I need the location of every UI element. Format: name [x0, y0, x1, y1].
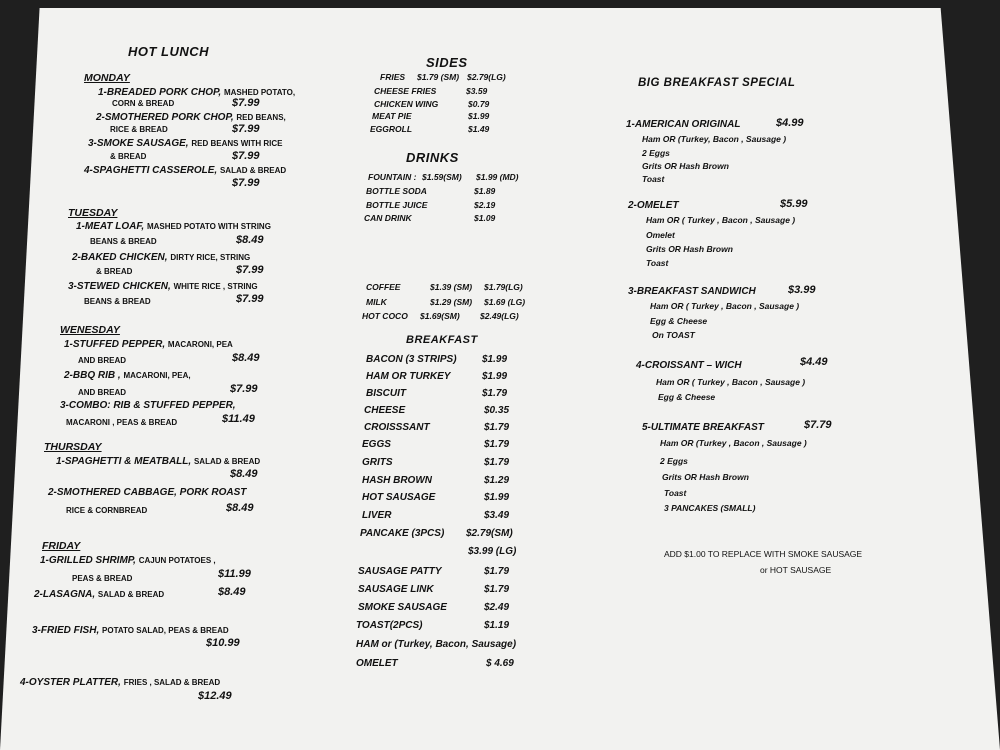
monday-item-2: 2-SMOTHERED PORK CHOP, RED BEANS,: [96, 112, 286, 123]
thursday-item-2-desc: RICE & CORNBREAD: [66, 506, 148, 515]
breakfast-item-8-price: $1.29: [484, 475, 510, 486]
sides-item-5-price: $1.49: [468, 124, 490, 134]
tuesday-item-1-desc: BEANS & BREAD: [90, 237, 157, 246]
friday-item-1-price: $11.99: [218, 568, 251, 580]
monday-item-4-price: $7.99: [232, 177, 260, 189]
hot-drink-2: MILK: [366, 297, 387, 307]
friday-item-1-desc: PEAS & BREAD: [72, 574, 133, 583]
special-item-4-line-2: Egg & Cheese: [658, 392, 716, 402]
special-item-3-line-2: Egg & Cheese: [650, 316, 708, 326]
special-item-3-price: $3.99: [788, 284, 816, 296]
breakfast-item-2: HAM OR TURKEY: [366, 371, 451, 382]
special-note-2: or HOT SAUSAGE: [760, 565, 832, 575]
special-item-3-line-3: On TOAST: [652, 330, 695, 340]
monday-item-3-price: $7.99: [232, 150, 260, 162]
sides-item-1-price: $1.79 (SM): [417, 72, 460, 82]
breakfast-item-14-price: $2.49: [484, 602, 510, 613]
sides-item-5: EGGROLL: [370, 124, 413, 134]
breakfast-item-16: HAM or (Turkey, Bacon, Sausage): [356, 639, 517, 650]
special-item-2-price: $5.99: [780, 198, 808, 210]
wednesday-item-1-price: $8.49: [232, 352, 260, 364]
sides-item-1: FRIES: [380, 72, 406, 82]
friday-item-1: 1-GRILLED SHRIMP, CAJUN POTATOES ,: [40, 555, 216, 566]
drinks-item-1-price-md: $1.99 (MD): [476, 172, 519, 182]
breakfast-item-6-price: $1.79: [484, 439, 510, 450]
breakfast-title: BREAKFAST: [406, 334, 478, 346]
monday-item-2-price: $7.99: [232, 123, 260, 135]
drinks-item-3: BOTTLE JUICE: [366, 200, 428, 210]
breakfast-item-13-price: $1.79: [484, 584, 510, 595]
hot-drink-1: COFFEE: [366, 282, 401, 292]
day-thursday: THURSDAY: [44, 441, 102, 453]
wednesday-item-3-price: $11.49: [222, 413, 255, 425]
friday-item-4-price: $12.49: [198, 690, 232, 702]
drinks-item-1-price: $1.59(SM): [422, 172, 462, 182]
breakfast-item-12-price: $1.79: [484, 566, 510, 577]
breakfast-item-9: HOT SAUSAGE: [362, 492, 436, 503]
breakfast-item-10: LIVER: [362, 510, 392, 521]
breakfast-item-4-price: $0.35: [484, 405, 510, 416]
sides-item-1-price-lg: $2.79(LG): [467, 72, 506, 82]
wednesday-item-2-desc: AND BREAD: [78, 388, 126, 397]
friday-item-2-price: $8.49: [218, 586, 246, 598]
breakfast-item-15: TOAST(2PCS): [356, 620, 423, 631]
breakfast-item-10-price: $3.49: [484, 510, 510, 521]
wednesday-item-1: 1-STUFFED PEPPER, MACARONI, PEA: [64, 339, 233, 350]
drinks-item-2: BOTTLE SODA: [366, 186, 427, 196]
friday-item-2: 2-LASAGNA, SALAD & BREAD: [34, 589, 165, 600]
special-item-2: 2-OMELET: [628, 200, 679, 211]
monday-item-1: 1-BREADED PORK CHOP, MASHED POTATO,: [98, 87, 296, 98]
special-item-3-line-1: Ham OR ( Turkey , Bacon , Sausage ): [650, 301, 800, 311]
wednesday-item-2: 2-BBQ RIB , MACARONI, PEA,: [64, 370, 191, 381]
hot-drink-3: HOT COCO: [362, 311, 408, 321]
day-friday: FRIDAY: [42, 540, 81, 552]
monday-item-3: 3-SMOKE SAUSAGE, RED BEANS WITH RICE: [88, 138, 283, 149]
special-item-1: 1-AMERICAN ORIGINAL: [626, 119, 741, 130]
special-title: BIG BREAKFAST SPECIAL: [638, 77, 796, 89]
hot-drink-1-price-lg: $1.79(LG): [484, 282, 523, 292]
tuesday-item-2-price: $7.99: [236, 264, 264, 276]
thursday-item-2: 2-SMOTHERED CABBAGE, PORK ROAST: [48, 487, 247, 498]
sides-item-3-price: $0.79: [468, 99, 490, 109]
thursday-item-1: 1-SPAGHETTI & MEATBALL, SALAD & BREAD: [56, 456, 261, 467]
special-item-3: 3-BREAKFAST SANDWICH: [628, 286, 756, 297]
tuesday-item-3-desc: BEANS & BREAD: [84, 297, 151, 306]
background-edge: [0, 0, 1000, 8]
monday-item-2-desc: RICE & BREAD: [110, 125, 168, 134]
special-item-4-price: $4.49: [800, 356, 828, 368]
breakfast-item-12: SAUSAGE PATTY: [358, 566, 442, 577]
friday-item-4: 4-OYSTER PLATTER, FRIES , SALAD & BREAD: [20, 677, 221, 688]
day-wednesday: WENESDAY: [60, 324, 120, 336]
special-item-5-line-4: Toast: [664, 488, 687, 498]
breakfast-item-1: BACON (3 STRIPS): [366, 354, 457, 365]
drinks-item-4: CAN DRINK: [364, 213, 412, 223]
breakfast-item-13: SAUSAGE LINK: [358, 584, 434, 595]
monday-item-1-desc: CORN & BREAD: [112, 99, 175, 108]
tuesday-item-3-price: $7.99: [236, 293, 264, 305]
tuesday-item-1: 1-MEAT LOAF, MASHED POTATO WITH STRING: [76, 221, 271, 232]
wednesday-item-1-desc: AND BREAD: [78, 356, 126, 365]
special-item-5-line-3: Grits OR Hash Brown: [662, 472, 749, 482]
breakfast-item-9-price: $1.99: [484, 492, 510, 503]
tuesday-item-2: 2-BAKED CHICKEN, DIRTY RICE, STRING: [72, 252, 251, 263]
monday-item-4: 4-SPAGHETTI CASSEROLE, SALAD & BREAD: [84, 165, 287, 176]
drinks-item-2-price: $1.89: [474, 186, 496, 196]
special-item-5-line-1: Ham OR (Turkey , Bacon , Sausage ): [660, 438, 807, 448]
sides-title: SIDES: [426, 55, 468, 70]
sides-item-4: MEAT PIE: [372, 111, 412, 121]
breakfast-item-5-price: $1.79: [484, 422, 510, 433]
thursday-item-1-price: $8.49: [230, 468, 258, 480]
special-item-1-line-4: Toast: [642, 174, 665, 184]
breakfast-item-15-price: $1.19: [484, 620, 510, 631]
special-item-1-line-2: 2 Eggs: [642, 148, 670, 158]
drinks-title: DRINKS: [406, 150, 459, 165]
special-item-2-line-2: Omelet: [646, 230, 675, 240]
day-tuesday: TUESDAY: [68, 207, 118, 219]
day-monday: MONDAY: [84, 72, 130, 84]
thursday-item-2-price: $8.49: [226, 502, 254, 514]
breakfast-item-4: CHEESE: [364, 405, 406, 416]
wednesday-item-2-price: $7.99: [230, 383, 258, 395]
breakfast-item-8: HASH BROWN: [362, 475, 432, 486]
special-item-2-line-4: Toast: [646, 258, 669, 268]
friday-item-3: 3-FRIED FISH, POTATO SALAD, PEAS & BREAD: [32, 625, 229, 636]
special-note-1: ADD $1.00 TO REPLACE WITH SMOKE SAUSAGE: [664, 549, 863, 559]
breakfast-item-1-price: $1.99: [482, 354, 508, 365]
hot-drink-2-price: $1.29 (SM): [430, 297, 473, 307]
friday-item-3-price: $10.99: [206, 637, 240, 649]
special-item-2-line-3: Grits OR Hash Brown: [646, 244, 733, 254]
hot-drink-2-price-lg: $1.69 (LG): [484, 297, 526, 307]
special-item-4: 4-CROISSANT – WICH: [636, 360, 742, 371]
breakfast-item-11-price-lg: $3.99 (LG): [468, 546, 517, 557]
special-item-1-line-1: Ham OR (Turkey, Bacon , Sausage ): [642, 134, 787, 144]
hot-drink-3-price-lg: $2.49(LG): [480, 311, 519, 321]
hot-drink-3-price: $1.69(SM): [420, 311, 460, 321]
wednesday-item-3: 3-COMBO: RIB & STUFFED PEPPER,: [60, 400, 236, 411]
breakfast-item-7-price: $1.79: [484, 457, 510, 468]
breakfast-item-7: GRITS: [362, 457, 393, 468]
sides-item-4-price: $1.99: [468, 111, 490, 121]
breakfast-item-11: PANCAKE (3PCS): [360, 528, 445, 539]
tuesday-item-1-price: $8.49: [236, 234, 264, 246]
breakfast-item-6: EGGS: [362, 439, 391, 450]
sides-item-3: CHICKEN WING: [374, 99, 439, 109]
hot-lunch-title: HOT LUNCH: [128, 44, 210, 59]
drinks-item-3-price: $2.19: [474, 200, 496, 210]
special-item-5-price: $7.79: [804, 419, 832, 431]
sides-item-2-price: $3.59: [466, 86, 488, 96]
special-item-5-line-2: 2 Eggs: [660, 456, 688, 466]
hot-drink-1-price: $1.39 (SM): [430, 282, 473, 292]
special-item-5: 5-ULTIMATE BREAKFAST: [642, 422, 764, 433]
breakfast-item-11-price: $2.79(SM): [466, 528, 513, 539]
special-item-2-line-1: Ham OR ( Turkey , Bacon , Sausage ): [646, 215, 796, 225]
breakfast-item-17: OMELET: [356, 658, 398, 669]
drinks-item-4-price: $1.09: [474, 213, 496, 223]
monday-item-1-price: $7.99: [232, 97, 260, 109]
breakfast-item-14: SMOKE SAUSAGE: [358, 602, 447, 613]
breakfast-item-3: BISCUIT: [366, 388, 406, 399]
tuesday-item-3: 3-STEWED CHICKEN, WHITE RICE , STRING: [68, 281, 258, 292]
breakfast-item-3-price: $1.79: [482, 388, 508, 399]
tuesday-item-2-desc: & BREAD: [96, 267, 133, 276]
drinks-item-1: FOUNTAIN :: [368, 172, 417, 182]
special-item-4-line-1: Ham OR ( Turkey , Bacon , Sausage ): [656, 377, 806, 387]
breakfast-item-2-price: $1.99: [482, 371, 508, 382]
special-item-1-line-3: Grits OR Hash Brown: [642, 161, 729, 171]
special-item-1-price: $4.99: [776, 117, 804, 129]
sides-item-2: CHEESE FRIES: [374, 86, 437, 96]
breakfast-item-17-price: $ 4.69: [486, 658, 514, 669]
wednesday-item-3-desc: MACARONI , PEAS & BREAD: [66, 418, 178, 427]
monday-item-3-desc: & BREAD: [110, 152, 147, 161]
breakfast-item-5: CROISSSANT: [364, 422, 430, 433]
special-item-5-line-5: 3 PANCAKES (SMALL): [664, 503, 756, 513]
